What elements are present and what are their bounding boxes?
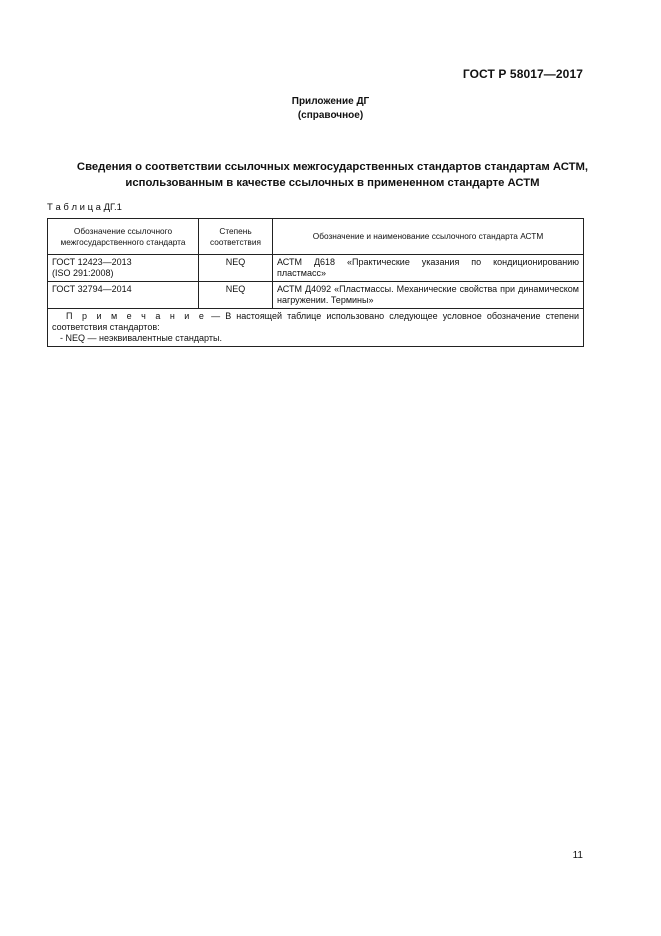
note-body: — В настоящей таблице использовано следующее условное обозначение степени соответствия стандартов: (52, 311, 579, 332)
note-text (52, 311, 579, 333)
heading-line-1: Сведения о соответствии ссылочных межгосударственных стандартов стандартам АСТМ, (76, 161, 589, 173)
designation-line: ГОСТ 12423—2013 (52, 257, 132, 267)
table-note (48, 309, 584, 347)
table-note-row (48, 309, 584, 347)
table-header-row (48, 219, 584, 255)
column-header-degree: Степень соответствия (199, 219, 273, 255)
appendix-kind: (справочное) (297, 110, 364, 121)
column-header-designation: Обозначение ссылочного межгосударственного стандарта (48, 219, 199, 255)
designation-line: ГОСТ 32794—2014 (52, 284, 132, 294)
document-code: ГОСТ Р 58017—2017 (462, 67, 583, 81)
cell-astm: АСТМ Д4092 «Пластмассы. Механические свойства при динамическом нагружении. Термины» (273, 282, 584, 309)
page-number: 11 (572, 850, 583, 861)
designation-line: (ISO 291:2008) (52, 268, 114, 278)
section-heading (40, 159, 625, 191)
appendix-title: Приложение ДГ (291, 96, 370, 107)
appendix-block (0, 95, 661, 123)
note-item: - NEQ — неэквивалентные стандарты. (60, 333, 222, 343)
table-row (48, 255, 584, 282)
cell-degree: NEQ (199, 255, 273, 282)
note-label: П р и м е ч а н и е (66, 311, 207, 321)
cell-designation (48, 255, 199, 282)
cell-degree: NEQ (199, 282, 273, 309)
heading-line-2: использованным в качестве ссылочных в примененном стандарте АСТМ (125, 177, 540, 189)
table-caption (47, 202, 122, 213)
correspondence-table (47, 218, 584, 347)
table-caption-prefix: Т а б л и ц а (47, 202, 101, 213)
table-row (48, 282, 584, 309)
column-header-astm: Обозначение и наименование ссылочного стандарта АСТМ (273, 219, 584, 255)
table-caption-id: ДГ.1 (103, 202, 122, 213)
cell-astm: АСТМ Д618 «Практические указания по кондиционированию пластмасс» (273, 255, 584, 282)
cell-designation (48, 282, 199, 309)
